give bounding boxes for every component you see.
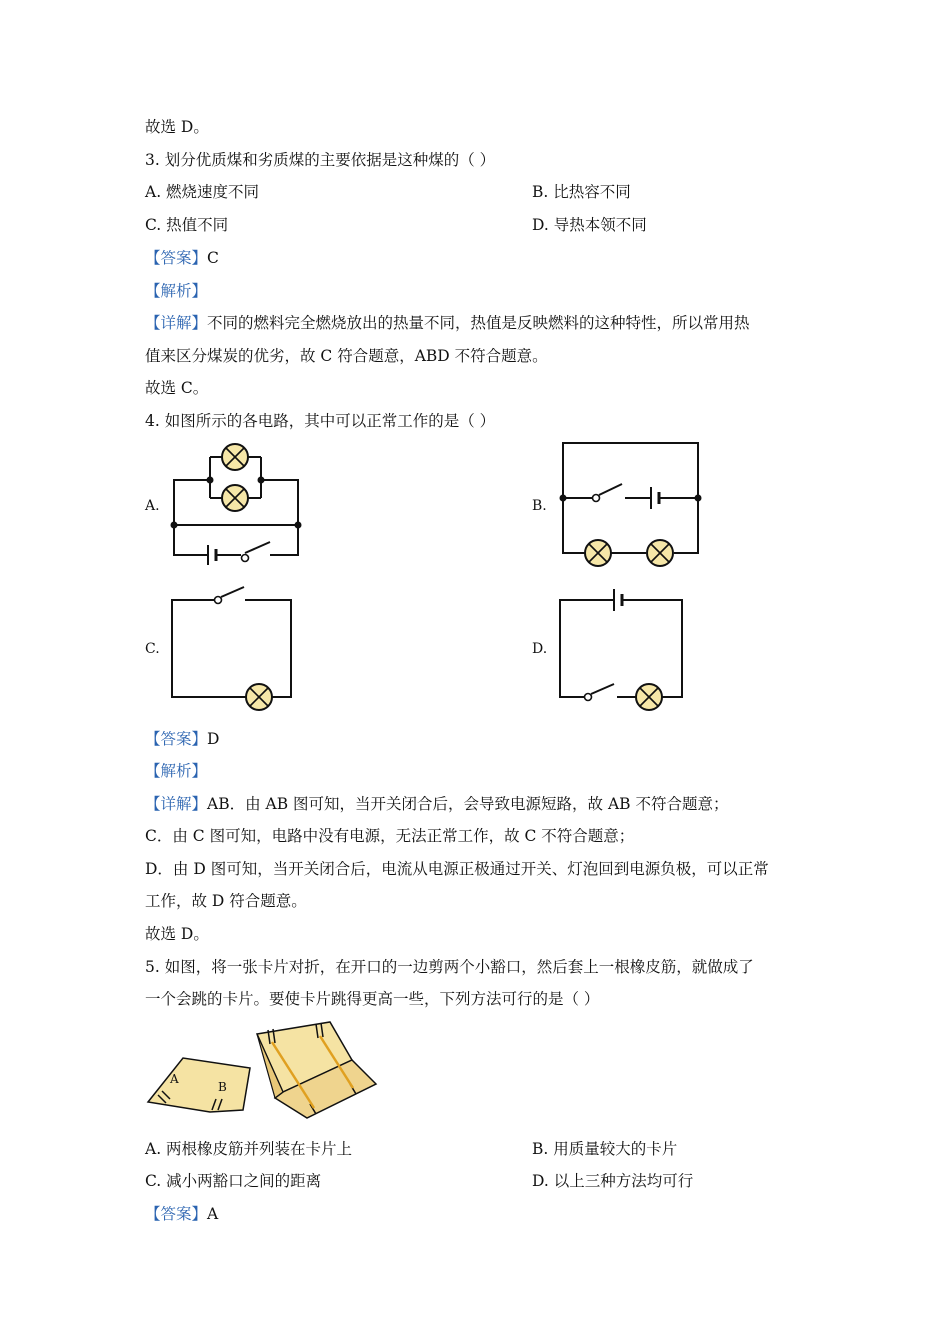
card-label-a: A — [170, 1072, 179, 1086]
q4-label-d: D. — [532, 641, 548, 657]
text-line: C．由 C 图可知，电路中没有电源，无法正常工作，故 C 不符合题意； — [145, 827, 635, 845]
q5-option-c: C. 减小两豁口之间的距离 — [145, 1172, 322, 1190]
q3-option-d: D. 导热本领不同 — [532, 216, 647, 234]
q4-detail: 【详解】AB．由 AB 图可知，当开关闭合后，会导致电源短路，故 AB 不符合题意； — [145, 795, 729, 813]
q4-label-b: B. — [532, 498, 547, 514]
text-line: 一个会跳的卡片。要使卡片跳得更高一些，下列方法可行的是（ ） — [145, 990, 600, 1008]
q5-answer: 【答案】A — [145, 1205, 219, 1223]
question-3: 3. 划分优质煤和劣质煤的主要依据是这种煤的（ ） — [145, 151, 496, 169]
q5-option-b: B. 用质量较大的卡片 — [532, 1140, 678, 1158]
q4-label-a: A. — [145, 498, 160, 514]
q5-option-a: A. 两根橡皮筋并列装在卡片上 — [145, 1140, 353, 1158]
text-line: 故选 D。 — [145, 925, 209, 943]
q3-answer: 【答案】C — [145, 249, 219, 267]
text-line: D．由 D 图可知，当开关闭合后，电流从电源正极通过开关、灯泡回到电源负极，可以正常 — [145, 860, 769, 878]
text-line: 工作，故 D 符合题意。 — [145, 892, 307, 910]
text-line: 值来区分煤炭的优劣，故 C 符合题意，ABD 不符合题意。 — [145, 347, 548, 365]
q4-analysis-tag: 【解析】 — [145, 762, 208, 780]
text-line: 故选 C。 — [145, 379, 209, 397]
q3-option-c: C. 热值不同 — [145, 216, 229, 234]
card-label-b: B — [218, 1080, 227, 1094]
question-5: 5. 如图，将一张卡片对折，在开口的一边剪两个小豁口，然后套上一根橡皮筋，就做成了 — [145, 958, 754, 976]
q3-analysis-tag: 【解析】 — [145, 282, 208, 300]
q3-option-a: A. 燃烧速度不同 — [145, 183, 260, 201]
q4-label-c: C. — [145, 641, 160, 657]
q3-option-b: B. 比热容不同 — [532, 183, 631, 201]
q4-answer: 【答案】D — [145, 730, 220, 748]
q5-option-d: D. 以上三种方法均可行 — [532, 1172, 694, 1190]
question-4: 4. 如图所示的各电路，其中可以正常工作的是（ ） — [145, 412, 496, 430]
q3-detail: 【详解】不同的燃料完全燃烧放出的热量不同，热值是反映燃料的这种特性，所以常用热 — [145, 314, 750, 332]
text-line: 故选 D。 — [145, 118, 209, 136]
